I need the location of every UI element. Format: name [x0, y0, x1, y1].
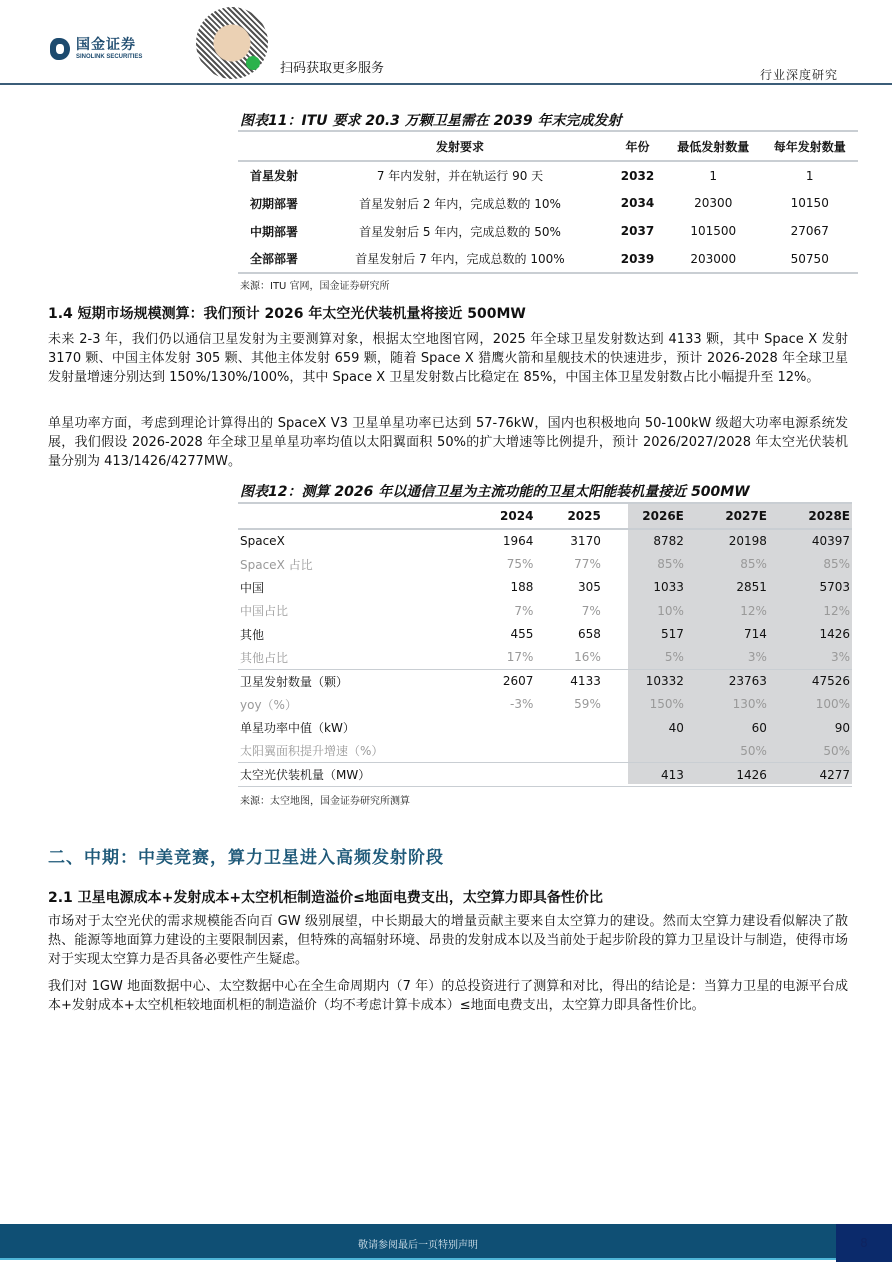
cell: 1 [805, 168, 814, 183]
table-row [238, 599, 852, 622]
cell [535, 716, 602, 739]
cell: 10% [657, 603, 684, 618]
row-label: SpaceX [240, 534, 285, 549]
cell: 413 [603, 763, 686, 786]
section-1-4-paragraph-2: 单星功率方面，考虑到理论计算得出的 SpaceX V3 卫星单星功率已达到 57-76kW，国内也积极地向 50-100kW 级超大功率电源系统发展，我们假设 2026-2028 年全球卫星单星功率均值以太阳翼面积 50%的扩大增速等比例提升，预计 2026/2027/2028 年太空光伏装机量分别为 413/1426/4277MW。 [48, 416, 848, 469]
cell [468, 740, 535, 763]
table-row [238, 669, 852, 692]
table-row [238, 623, 852, 646]
page-footer [0, 1224, 892, 1262]
cell: 85% [657, 557, 684, 572]
cell [468, 716, 535, 739]
cell: 85% [823, 557, 850, 572]
company-logo [50, 38, 142, 60]
cell: 47526 [769, 669, 852, 692]
cell: 50750 [762, 245, 859, 273]
logo-icon [50, 38, 70, 60]
cell: 714 [744, 627, 767, 642]
col-header: 年份 [610, 131, 665, 161]
cell: 首星发射 [249, 169, 298, 183]
cell: 77% [574, 557, 601, 572]
row-label: SpaceX 占比 [240, 557, 313, 572]
col-header: 2028E [769, 503, 852, 529]
row-label: 单星功率中值（kW） [240, 721, 355, 736]
cell: 2851 [736, 580, 767, 595]
figure12-table-container [238, 502, 852, 787]
cell: 首星发射后 5 年内，完成总数的 50% [359, 224, 561, 239]
cell: 2039 [610, 245, 665, 273]
cell: 455 [510, 627, 534, 642]
cell: 27067 [790, 224, 829, 238]
row-label: 太空光伏装机量（MW） [238, 763, 468, 786]
cell [468, 763, 535, 786]
figure11-source: 来源：ITU 官网，国金证券研究所 [240, 281, 390, 292]
company-name-en: SINOLINK SECURITIES [76, 54, 143, 60]
section-2-heading: 二、中期：中美竞赛，算力卫星进入高频发射阶段 [48, 848, 444, 868]
cell: 40 [668, 720, 684, 735]
cell [535, 763, 602, 786]
row-label: 中国 [240, 580, 265, 595]
table-row [238, 646, 852, 669]
cell: 101500 [690, 224, 737, 238]
cell: 7% [581, 603, 601, 618]
col-header [238, 503, 468, 529]
cell: 首星发射后 7 年内，完成总数的 100% [310, 245, 610, 273]
document-type: 行业深度研究 [760, 68, 839, 82]
cell: 7% [514, 603, 534, 618]
table-row [238, 161, 858, 189]
cell: 50% [823, 743, 850, 758]
cell [603, 740, 686, 763]
cell: 12% [823, 603, 850, 618]
cell: 1964 [502, 534, 534, 549]
figure12-title: 图表12：测算 2026 年以通信卫星为主流功能的卫星太阳能装机量接近 500MW [240, 484, 750, 500]
col-header: 2025 [535, 503, 602, 529]
col-header: 2026E [603, 503, 686, 529]
page-number: 8 [836, 1224, 892, 1262]
col-header: 2027E [686, 503, 769, 529]
cell: 188 [510, 580, 534, 595]
cell: 2037 [620, 224, 655, 238]
cell: 40397 [811, 534, 850, 549]
col-header: 最低发射数量 [665, 131, 762, 161]
row-label: 卫星发射数量（颗） [238, 669, 468, 692]
cell: 20300 [694, 196, 733, 210]
row-label: 其他占比 [240, 650, 289, 665]
cell: 517 [660, 627, 684, 642]
cell: 10332 [603, 669, 686, 692]
section-1-4-heading: 1.4 短期市场规模测算：我们预计 2026 年太空光伏装机量将接近 500MW [48, 306, 526, 322]
cell: 3% [830, 650, 850, 665]
table-row [238, 716, 852, 739]
cell: 5703 [819, 580, 850, 595]
cell: 90 [834, 720, 850, 735]
cell: 23763 [686, 669, 769, 692]
figure12-source: 来源：太空地图，国金证券研究所测算 [240, 796, 410, 807]
cell: 658 [577, 627, 601, 642]
footer-disclaimer-link[interactable]: 敬请参阅最后一页特别声明 [358, 1240, 478, 1251]
row-label: 其他 [240, 627, 265, 642]
table-row [238, 217, 858, 245]
table-row [238, 763, 852, 786]
cell: 150% [649, 697, 684, 712]
cell: 2032 [620, 168, 655, 183]
cell: 1426 [819, 627, 850, 642]
cell: 100% [815, 697, 850, 712]
row-label: 中国占比 [240, 604, 289, 619]
section-2-1-heading: 2.1 卫星电源成本+发射成本+太空机柜制造溢价≤地面电费支出，太空算力即具备性价比 [48, 890, 603, 906]
cell: 10150 [790, 196, 829, 210]
cell: 75% [506, 557, 534, 572]
table-row [238, 189, 858, 217]
scan-prompt: 扫码获取更多服务 [280, 61, 385, 76]
page-header [0, 0, 892, 84]
cell: 1033 [653, 580, 684, 595]
section-2-1-paragraph-1: 市场对于太空光伏的需求规模能否向百 GW 级别展望，中长期最大的增量贡献主要来自太空算力的建设。然而太空算力建设看似解决了散热、能源等地面算力建设的主要限制因素，但特殊的高辐射环境、昂贵的发射成本以及当前处于起步阶段的算力卫星设计与制造，使得市场对于实现太空算力是否具备必要性产生疑虑。 [48, 914, 848, 967]
cell: 3170 [570, 534, 601, 549]
cell: 8782 [653, 534, 684, 549]
cell: -3% [510, 697, 534, 712]
section-1-4-paragraph-1: 未来 2-3 年，我们仍以通信卫星发射为主要测算对象，根据太空地图官网，2025 年全球卫星发射数达到 4133 颗，其中 Space X 发射 3170 颗、中国主体发射 305 颗、其他主体发射 659 颗，随着 Space X 猎鹰火箭和星舰技术的快速进步，预计 2026-2028 年全球卫星发射量增速分别达到 150%/130%/100%，其中 Space X 卫星发射数占比稳定在 85%，中国主体卫星发射数占比小幅提升至 12%。 [48, 332, 848, 385]
cell: 7 年内发射，并在轨运行 90 天 [376, 169, 544, 183]
cell: 1 [709, 168, 718, 183]
cell: 130% [732, 697, 767, 712]
cell: 305 [577, 580, 601, 595]
cell: 59% [574, 697, 601, 712]
table-row [238, 576, 852, 599]
table-row [238, 245, 858, 273]
col-header [238, 131, 310, 161]
col-header: 发射要求 [310, 131, 610, 161]
cell: 60 [751, 720, 767, 735]
cell [535, 740, 602, 763]
table-row [238, 552, 852, 575]
cell: 1426 [686, 763, 769, 786]
row-label: 太阳翼面积提升增速（%） [240, 744, 384, 759]
cell: 全部部署 [238, 245, 310, 273]
table-row [238, 740, 852, 763]
mini-program-icon [246, 56, 260, 70]
cell: 85% [740, 557, 767, 572]
company-name-cn: 国金证券 [76, 37, 136, 53]
header-divider [0, 83, 892, 85]
cell: 2034 [620, 196, 655, 210]
cell: 12% [740, 603, 767, 618]
cell: 4277 [769, 763, 852, 786]
cell: 初期部署 [249, 196, 298, 211]
cell: 3% [747, 650, 767, 665]
col-header: 每年发射数量 [762, 131, 859, 161]
cell: 203000 [665, 245, 762, 273]
cell: 16% [574, 650, 601, 665]
cell: 20198 [728, 534, 767, 549]
col-header: 2024 [468, 503, 535, 529]
figure11-table [238, 130, 858, 274]
cell: 50% [740, 743, 767, 758]
table-row [238, 693, 852, 716]
section-2-1-paragraph-2: 我们对 1GW 地面数据中心、太空数据中心在全生命周期内（7 年）的总投资进行了测算和对比，得出的结论是：当算力卫星的电源平台成本+发射成本+太空机柜较地面机柜的制造溢价（均不考虑计算卡成本）≤地面电费支出，太空算力即具备性价比。 [48, 979, 848, 1013]
table-row [238, 529, 852, 552]
figure11-title: 图表11：ITU 要求 20.3 万颗卫星需在 2039 年末完成发射 [240, 113, 622, 129]
figure12-table [238, 502, 852, 787]
cell: 首星发射后 2 年内，完成总数的 10% [359, 196, 561, 211]
cell: 17% [506, 650, 534, 665]
cell: 中期部署 [249, 224, 298, 239]
cell: 4133 [535, 669, 602, 692]
cell: 2607 [468, 669, 535, 692]
row-label: yoy（%） [240, 697, 297, 712]
cell: 5% [664, 650, 684, 665]
